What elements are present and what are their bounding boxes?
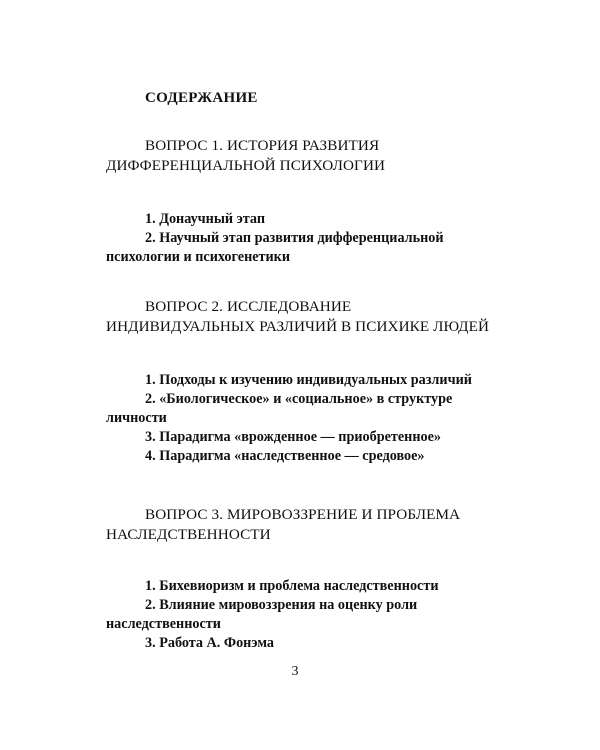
section-item: 4. Парадигма «наследственное — средовое» [145, 448, 425, 464]
section-item: 1. Донаучный этап [145, 211, 266, 227]
section-item: 3. Работа А. Фонэма [145, 635, 275, 651]
question-2-sections [106, 371, 506, 466]
question-3-sections [106, 577, 506, 653]
question-3-heading [106, 505, 506, 545]
section-item: 1. Подходы к изучению индивидуальных различий [145, 372, 472, 388]
page-title: СОДЕРЖАНИЕ [145, 90, 258, 106]
question-1-heading-line1: ВОПРОС 1. ИСТОРИЯ РАЗВИТИЯ [145, 137, 380, 154]
question-1-sections [106, 210, 506, 267]
question-2-heading-line1: ВОПРОС 2. ИССЛЕДОВАНИЕ [145, 298, 352, 315]
question-2-heading-line2: ИНДИВИДУАЛЬНЫХ РАЗЛИЧИЙ В ПСИХИКЕ ЛЮДЕЙ [106, 318, 490, 335]
section-item: 2. Научный этап развития дифференциальной психологии и психогенетики [106, 230, 444, 265]
page-number: 3 [291, 664, 299, 679]
question-1-heading-line2: ДИФФЕРЕНЦИАЛЬНОЙ ПСИХОЛОГИИ [106, 157, 386, 174]
question-3-heading-line2: НАСЛЕДСТВЕННОСТИ [106, 526, 271, 543]
section-item: 1. Бихевиоризм и проблема наследственности [145, 578, 439, 594]
question-2-heading [106, 297, 506, 337]
section-item: 2. «Биологическое» и «социальное» в структуре личности [106, 391, 453, 426]
question-3-heading-line1: ВОПРОС 3. МИРОВОЗЗРЕНИЕ И ПРОБЛЕМА [145, 506, 461, 523]
section-item: 3. Парадигма «врожденное — приобретенное» [145, 429, 441, 445]
question-1-heading [106, 136, 506, 176]
section-item: 2. Влияние мировоззрения на оценку роли наследственности [106, 597, 418, 632]
